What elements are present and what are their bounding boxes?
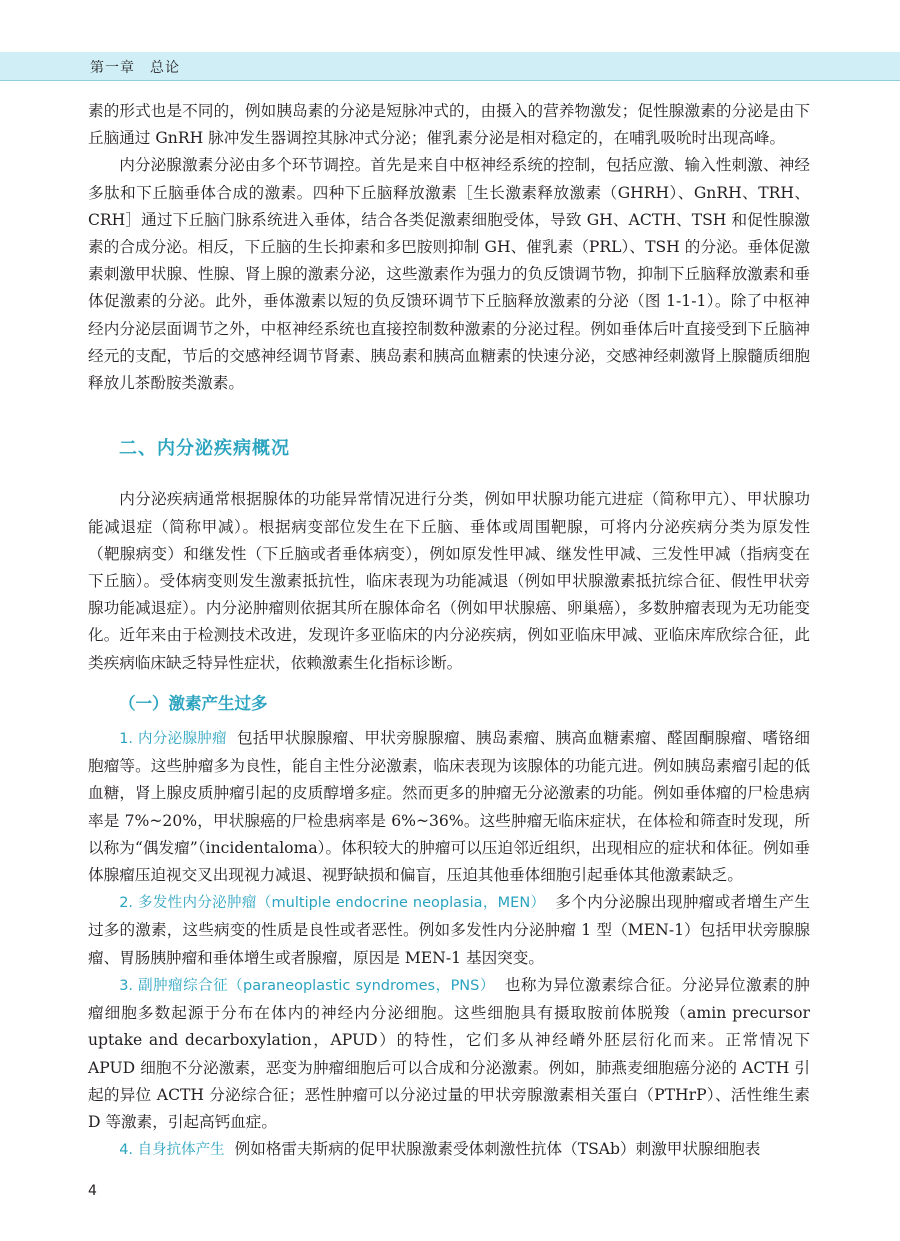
list-item <box>88 1136 810 1164</box>
item-text: 多个内分泌腺出现肿瘤或者增生产生过多的激素，这些病变的性质是良性或者恶性。例如多发性内分泌肿瘤 1 型（MEN-1）包括甲状旁腺腺瘤、胃肠胰肿瘤和垂体增生或者腺瘤，原因是 MEN-1 基因突变。 <box>88 893 810 967</box>
list-item <box>88 725 810 889</box>
item-term: 2. 多发性内分泌肿瘤（multiple endocrine neoplasia，MEN） <box>119 895 546 912</box>
item-text: 例如格雷夫斯病的促甲状腺激素受体刺激性抗体（TSAb）刺激甲状腺细胞表 <box>234 1140 761 1159</box>
paragraph: 内分泌疾病通常根据腺体的功能异常情况进行分类，例如甲状腺功能亢进症（简称甲亢）、甲状腺功能减退症（简称甲减）。根据病变部位发生在下丘脑、垂体或周围靶腺，可将内分泌疾病分类为原发性（靶腺病变）和继发性（下丘脑或者垂体病变），例如原发性甲减、继发性甲减、三发性甲减（指病变在下丘脑）。受体病变则发生激素抵抗性，临床表现为功能减退（例如甲状腺激素抵抗综合征、假性甲状旁腺功能减退症）。内分泌肿瘤则依据其所在腺体命名（例如甲状腺癌、卵巢癌），多数肿瘤表现为无功能变化。近年来由于检测技术改进，发现许多亚临床的内分泌疾病，例如亚临床甲减、亚临床库欣综合征，此类疾病临床缺乏特异性症状，依赖激素生化指标诊断。 <box>88 490 810 672</box>
paragraph: 内分泌腺激素分泌由多个环节调控。首先是来自中枢神经系统的控制，包括应激、输入性刺激、神经多肽和下丘脑垂体合成的激素。四种下丘脑释放激素［生长激素释放激素（GHRH）、GnRH、TRH、CRH］通过下丘脑门脉系统进入垂体，结合各类促激素细胞受体，导致 GH、ACTH、TSH 和促性腺激素的合成分泌。相反，下丘脑的生长抑素和多巴胺则抑制 GH、催乳素（PRL）、TSH 的分泌。垂体促激素刺激甲状腺、性腺、肾上腺的激素分泌，这些激素作为强力的负反馈调节物，抑制下丘脑释放激素和垂体促激素的分泌。此外，垂体激素以短的负反馈环调节下丘脑释放激素的分泌（图 1-1-1）。除了中枢神经内分泌层面调节之外，中枢神经系统也直接控制数种激素的分泌过程。例如垂体后叶直接受到下丘脑神经元的支配，节后的交感神经调节肾素、胰岛素和胰高血糖素的快速分泌，交感神经刺激肾上腺髓质细胞释放儿茶酚胺类激素。 <box>88 156 810 393</box>
page-number: 4 <box>88 1183 97 1199</box>
item-term: 1. 内分泌腺肿瘤 <box>119 731 227 748</box>
section-heading: 二、内分泌疾病概况 <box>119 438 290 460</box>
chapter-title: 第一章 总论 <box>90 60 180 76</box>
item-term: 4. 自身抗体产生 <box>119 1142 225 1159</box>
subsection-heading: （一）激素产生过多 <box>119 693 268 713</box>
list-item <box>88 889 810 972</box>
item-term: 3. 副肿瘤综合征（paraneoplastic syndromes，PNS） <box>119 977 495 994</box>
paragraph: 素的形式也是不同的，例如胰岛素的分泌是短脉冲式的，由摄入的营养物激发；促性腺激素的分泌是由下丘脑通过 GnRH 脉冲发生器调控其脉冲式分泌；催乳素分泌是相对稳定的，在哺乳吸吮时出现高峰。 <box>88 102 810 148</box>
item-text: 包括甲状腺腺瘤、甲状旁腺腺瘤、胰岛素瘤、胰高血糖素瘤、醛固酮腺瘤、嗜铬细胞瘤等。这些肿瘤多为良性，能自主性分泌激素，临床表现为该腺体的功能亢进。例如胰岛素瘤引起的低血糖，肾上腺皮质肿瘤引起的皮质醇增多症。然而更多的肿瘤无分泌激素的功能。例如垂体瘤的尸检患病率是 7%~20%，甲状腺癌的尸检患病率是 6%~36%。这些肿瘤无临床症状，在体检和筛查时发现，所以称为“偶发瘤”（incidentaloma）。体积较大的肿瘤可以压迫邻近组织，出现相应的症状和体征。例如垂体腺瘤压迫视交叉出现视力减退、视野缺损和偏盲，压迫其他垂体细胞引起垂体其他激素缺乏。 <box>88 729 810 885</box>
running-header <box>0 52 900 81</box>
list-item <box>88 972 810 1136</box>
item-text: 也称为异位激素综合征。分泌异位激素的肿瘤细胞多数起源于分布在体内的神经内分泌细胞。这些细胞具有摄取胺前体脱羧（amin precursor uptake and decarboxylation，APUD）的特性，它们多从神经嵴外胚层衍化而来。正常情况下 APUD 细胞不分泌激素，恶变为肿瘤细胞后可以合成和分泌激素。例如，肺燕麦细胞癌分泌的 ACTH 引起的异位 ACTH 分泌综合征；恶性肿瘤可以分泌过量的甲状旁腺激素相关蛋白（PTHrP）、活性维生素 D 等激素，引起高钙血症。 <box>88 975 810 1131</box>
page-body <box>88 98 810 1164</box>
